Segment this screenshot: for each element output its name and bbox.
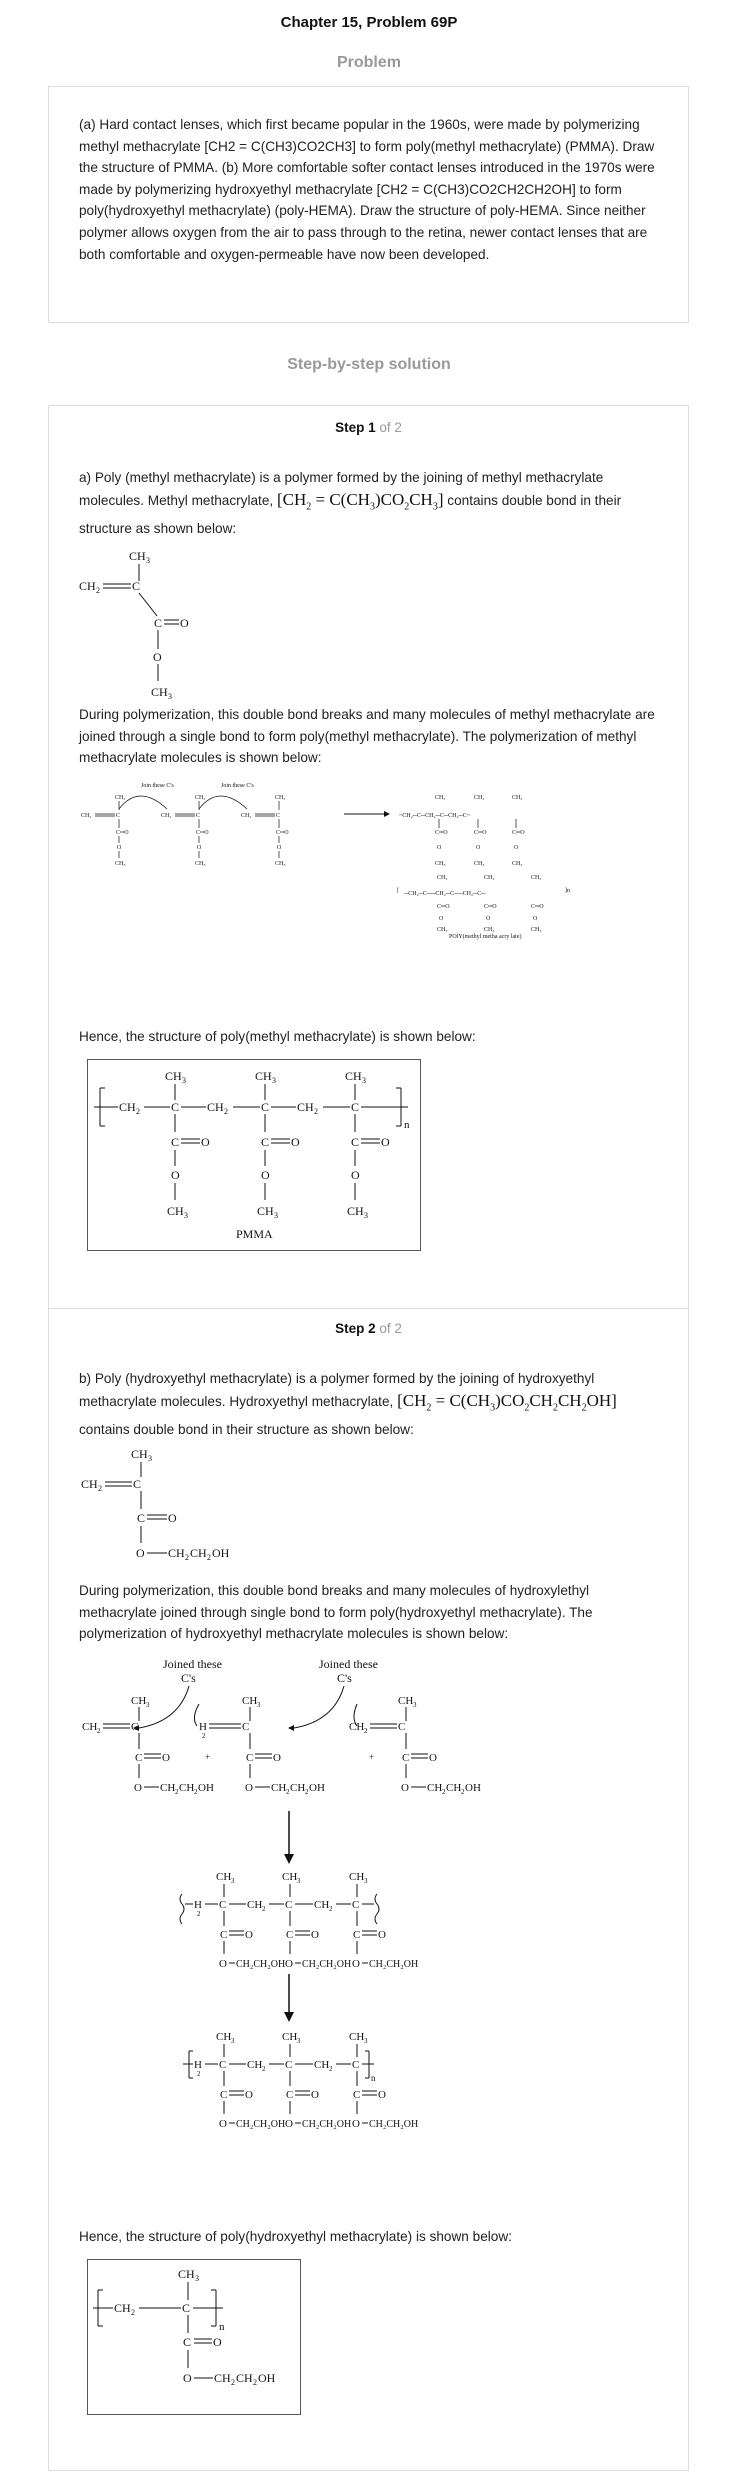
svg-text:H: H [199,1721,207,1733]
svg-text:CH₃: CH₃ [474,861,485,867]
svg-text:C: C [116,813,121,819]
svg-text:CH₂CH₂OH: CH₂CH₂OH [236,1959,286,1970]
svg-text:2: 2 [224,1107,228,1116]
svg-text:CH: CH [290,1782,306,1794]
svg-text:C: C [351,1100,360,1114]
svg-text:O: O [245,2089,253,2101]
svg-text:O: O [486,916,491,922]
svg-text:C: C [286,1929,294,1941]
problem-text: (a) Hard contact lenses, which first became popular in the 1960s, were made by polymerizing methyl methacrylate [CH2 = C(CH3)CO2CH3] to form poly(methyl methacrylate) (PMMA). Draw the structure of PMMA. (b) More comfortable softer contact lenses introduced in the 1970s were made by polymerizing hydroxyethyl methacrylate [CH2 = C(CH3)CO2CH2CH2OH] to form poly(hydroxyethyl methacrylate) (poly-HEMA). Draw the structure of poly-HEMA. Since neither polymer allows oxygen from the air to pass through to the retina, newer contact lenses that are both comfortable and oxygen-permeable have now been developed. [79,117,655,262]
svg-text:O: O [219,2118,227,2130]
svg-text:3: 3 [297,2037,301,2045]
svg-text:CH₂CH₂OH: CH₂CH₂OH [302,1959,352,1970]
svg-text:O: O [162,1752,170,1764]
svg-text:C═O: C═O [437,904,450,910]
svg-text:O: O [117,845,122,851]
joined-caption-2: Joined these [319,1657,378,1671]
svg-text:OH: OH [465,1782,481,1794]
svg-text:C: C [196,813,201,819]
svg-text:O: O [273,1752,281,1764]
svg-text:CH₂CH₂OH: CH₂CH₂OH [236,2119,286,2130]
svg-text:2: 2 [461,1788,465,1796]
svg-text:2: 2 [207,1553,211,1562]
step-2-label [49,1321,688,1336]
poly-hema-structure-box [87,2259,301,2415]
svg-text:2: 2 [329,1905,333,1913]
svg-text:2: 2 [97,1727,101,1735]
svg-text:2: 2 [175,1788,179,1796]
svg-text:2: 2 [262,2065,266,2073]
svg-text:C: C [182,2301,191,2315]
svg-text:OH: OH [258,2371,276,2385]
svg-text:CH: CH [79,579,96,593]
svg-text:O: O [261,1168,270,1182]
svg-text:2: 2 [442,1788,446,1796]
joined-caption-2b: C's [337,1671,352,1685]
svg-text:C: C [132,579,141,593]
svg-text:O: O [134,1782,142,1794]
step-2-total: of 2 [379,1321,402,1336]
svg-text:CH: CH [160,1782,176,1794]
svg-text:CH₃: CH₃ [512,861,523,867]
svg-text:2: 2 [197,1910,201,1918]
svg-text:CH: CH [282,2031,298,2043]
pmma-label: PMMA [236,1227,273,1241]
svg-text:CH: CH [242,1695,258,1707]
svg-text:C═O: C═O [512,830,525,836]
step-2-intro-text-b: contains double bond in their structure as shown below: [79,1421,414,1437]
svg-text:CH₃: CH₃ [484,875,495,881]
step-1-para3: Hence, the structure of poly(methyl methacrylate) is shown below: [79,1029,476,1044]
svg-text:C: C [353,1929,361,1941]
svg-text:3: 3 [272,1076,276,1085]
svg-text:CH: CH [82,1721,98,1733]
svg-text:CH: CH [446,1782,462,1794]
svg-text:O: O [136,1546,145,1560]
svg-text:C: C [133,1477,142,1491]
svg-text:O: O [219,1958,227,1970]
svg-text:C: C [131,1721,139,1733]
svg-text:n: n [219,2321,225,2333]
svg-text:3: 3 [146,556,150,565]
hema-polymerization-scheme [79,1656,639,2216]
svg-text:O: O [476,845,481,851]
svg-text:C: C [242,1721,250,1733]
join-caption-1: Join these C's [141,783,174,789]
svg-text:C: C [219,1899,227,1911]
svg-text:C: C [219,2059,227,2071]
svg-text:CH₂: CH₂ [81,813,92,819]
svg-text:C═O: C═O [531,904,544,910]
step-1-para2: During polymerization, this double bond breaks and many molecules of methyl methacrylate are joined through a single bond to form poly(methyl methacrylate). The polymerization of methyl methacrylate molecules is shown below: [79,707,655,766]
svg-text:~CH₂─C─CH₂─C─CH₂─C~: ~CH₂─C─CH₂─C─CH₂─C~ [399,813,471,819]
step-1-label [49,420,688,435]
svg-text:O: O [439,916,444,922]
svg-text:CH₂: CH₂ [241,813,252,819]
svg-text:CH₂CH₂OH: CH₂CH₂OH [369,1959,419,1970]
svg-text:2: 2 [136,1107,140,1116]
svg-text:CH₃: CH₃ [484,927,495,933]
svg-text:O: O [311,1929,319,1941]
step-divider [49,1308,688,1309]
svg-text:O: O [168,1511,177,1525]
svg-text:C: C [171,1135,180,1149]
svg-text:CH₃: CH₃ [512,795,523,801]
svg-text:3: 3 [231,1877,235,1885]
svg-text:C: C [351,1135,360,1149]
svg-text:C: C [285,1899,293,1911]
svg-text:O: O [291,1135,300,1149]
svg-text:O: O [378,2089,386,2101]
svg-text:CH: CH [347,1204,364,1218]
svg-text:CH: CH [151,685,168,699]
svg-text:CH: CH [349,1871,365,1883]
svg-text:2: 2 [305,1788,309,1796]
svg-text:3: 3 [362,1076,366,1085]
svg-text:C: C [276,813,281,819]
pmma-polymerization-scheme [79,781,669,941]
svg-text:2: 2 [262,1905,266,1913]
svg-text:O: O [197,845,202,851]
svg-text:CH: CH [190,1546,207,1560]
svg-text:CH: CH [427,1782,443,1794]
step-1-intro-text-b: contains double bond in their structure as shown below: [79,492,622,536]
svg-text:CH₃: CH₃ [275,795,286,801]
svg-text:C: C [352,1899,360,1911]
svg-text:C: C [171,1100,180,1114]
svg-text:2: 2 [185,1553,189,1562]
svg-text:3: 3 [257,1701,261,1709]
svg-text:CH: CH [236,2371,253,2385]
svg-text:O: O [183,2371,192,2385]
svg-text:O: O [285,2118,293,2130]
svg-text:3: 3 [364,2037,368,2045]
svg-text:CH: CH [216,1871,232,1883]
svg-text:CH: CH [114,2301,131,2315]
svg-text:]n: ]n [565,888,570,894]
hydroxyethyl-methacrylate-formula: $[CH_2 = C(CH_3)CO_2CH_2CH_2OH]$ [397,1390,617,1413]
svg-text:CH: CH [257,1204,274,1218]
svg-text:O: O [352,2118,360,2130]
svg-text:CH: CH [398,1695,414,1707]
svg-text:O: O [171,1168,180,1182]
svg-text:2: 2 [364,1727,368,1735]
svg-text:CH₃: CH₃ [437,875,448,881]
step-2-number: Step 2 [335,1321,376,1336]
svg-text:O: O [180,616,189,630]
svg-text:3: 3 [274,1211,278,1220]
solution-heading: Step-by-step solution [287,356,451,373]
svg-text:CH₂: CH₂ [161,813,172,819]
svg-text:C: C [261,1100,270,1114]
svg-text:CH: CH [349,1721,365,1733]
svg-text:3: 3 [146,1701,150,1709]
step-2-para2: During polymerization, this double bond breaks and many molecules of hydroxylethyl methacrylate joined through single bond to form poly(hydroxyethyl methacrylate). The polymerization of hydroxyethyl methacrylate molecules is shown below: [79,1583,593,1642]
svg-text:CH₃: CH₃ [474,795,485,801]
svg-text:2: 2 [202,1732,206,1740]
svg-text:CH₃: CH₃ [435,795,446,801]
poly-hema-structure [88,2260,302,2416]
svg-text:CH: CH [81,1477,98,1491]
methyl-methacrylate-structure [79,546,209,701]
svg-text:CH: CH [314,2059,330,2071]
svg-text:[: [ [397,888,399,894]
svg-text:2: 2 [197,2070,201,2078]
svg-text:3: 3 [413,1701,417,1709]
step-1-number: Step 1 [335,420,376,435]
svg-text:3: 3 [168,692,172,701]
svg-text:O: O [378,1929,386,1941]
svg-text:C═O: C═O [484,904,497,910]
step-1-total: of 2 [379,420,402,435]
svg-text:2: 2 [253,2378,257,2387]
joined-caption-1b: C's [181,1671,196,1685]
svg-text:CH: CH [345,1069,362,1083]
svg-text:CH₃: CH₃ [195,795,206,801]
svg-text:O: O [533,916,538,922]
step-1-intro [79,467,669,539]
svg-text:H: H [194,1899,202,1911]
step-2-intro [79,1368,669,1440]
step-1-intro-text-a: a) Poly (methyl methacrylate) is a polymer formed by the joining of methyl methacrylate molecules. Methyl methacrylate, [79,470,604,508]
svg-text:CH₃: CH₃ [437,927,448,933]
svg-text:+: + [205,1752,211,1762]
svg-text:C: C [402,1752,410,1764]
svg-text:OH: OH [198,1782,214,1794]
svg-text:O: O [245,1782,253,1794]
svg-text:CH: CH [247,2059,263,2071]
svg-text:CH: CH [349,2031,365,2043]
svg-text:C: C [353,2089,361,2101]
svg-text:C: C [285,2059,293,2071]
page-title: Chapter 15, Problem 69P [280,14,458,31]
svg-text:CH: CH [131,1695,147,1707]
svg-text:3: 3 [364,1211,368,1220]
svg-text:CH: CH [297,1100,314,1114]
svg-text:C: C [154,616,163,630]
svg-text:CH: CH [131,1447,148,1461]
svg-text:C═O: C═O [474,830,487,836]
svg-text:CH₃: CH₃ [531,927,542,933]
svg-text:CH: CH [214,2371,231,2385]
joined-caption-1: Joined these [163,1657,222,1671]
svg-text:C═O: C═O [435,830,448,836]
svg-text:O: O [285,1958,293,1970]
svg-text:O: O [153,650,162,664]
svg-text:CH₂CH₂OH: CH₂CH₂OH [369,2119,419,2130]
svg-text:2: 2 [131,2308,135,2317]
svg-text:OH: OH [212,1546,230,1560]
svg-text:O: O [437,845,442,851]
svg-text:CH₃: CH₃ [195,861,206,867]
svg-text:OH: OH [309,1782,325,1794]
svg-text:C: C [220,2089,228,2101]
svg-text:O: O [401,1782,409,1794]
svg-text:CH: CH [247,1899,263,1911]
svg-text:O: O [351,1168,360,1182]
pmma-structure-box [87,1059,421,1251]
svg-text:CH: CH [178,2267,195,2281]
poly-caption: POlY(methyl metha acry late) [449,934,522,940]
svg-text:C═O: C═O [196,830,209,836]
svg-text:3: 3 [364,1877,368,1885]
svg-text:3: 3 [195,2274,199,2283]
svg-text:CH: CH [282,1871,298,1883]
svg-text:CH₃: CH₃ [275,861,286,867]
svg-text:2: 2 [329,2065,333,2073]
svg-text:CH: CH [129,549,146,563]
svg-text:O: O [277,845,282,851]
svg-text:C: C [135,1752,143,1764]
svg-text:C: C [183,2335,192,2349]
svg-text:C: C [220,1929,228,1941]
svg-text:C: C [137,1511,146,1525]
join-caption-2: Join these C's [221,783,254,789]
svg-text:CH: CH [216,2031,232,2043]
svg-text:C═O: C═O [276,830,289,836]
svg-text:C: C [261,1135,270,1149]
problem-heading: Problem [336,54,401,71]
svg-text:CH: CH [255,1069,272,1083]
svg-text:3: 3 [231,2037,235,2045]
svg-text:O: O [429,1752,437,1764]
step-2-intro-text-a: b) Poly (hydroxyethyl methacrylate) is a polymer formed by the joining of hydroxyethyl methacrylate molecules. Hydroxyethyl methacrylate, [79,1371,595,1409]
svg-text:O: O [245,1929,253,1941]
svg-text:C: C [286,2089,294,2101]
svg-text:O: O [352,1958,360,1970]
svg-text:CH₃: CH₃ [531,875,542,881]
svg-text:2: 2 [96,586,100,595]
svg-text:O: O [381,1135,390,1149]
svg-text:CH: CH [179,1782,195,1794]
svg-text:CH: CH [168,1546,185,1560]
svg-text:2: 2 [194,1788,198,1796]
svg-text:2: 2 [314,1107,318,1116]
svg-text:C═O: C═O [116,830,129,836]
svg-text:2: 2 [98,1484,102,1493]
problem-panel [48,86,689,323]
svg-text:n: n [371,2073,376,2083]
svg-text:2: 2 [286,1788,290,1796]
svg-text:CH: CH [271,1782,287,1794]
svg-text:CH₃: CH₃ [115,795,126,801]
svg-text:CH: CH [167,1204,184,1218]
svg-text:CH: CH [119,1100,136,1114]
hema-structure [79,1444,279,1574]
step-2-para3: Hence, the structure of poly(hydroxyethyl methacrylate) is shown below: [79,2229,512,2244]
pmma-structure [88,1060,422,1252]
svg-text:O: O [514,845,519,851]
svg-text:CH₃: CH₃ [435,861,446,867]
svg-text:n: n [404,1119,410,1131]
svg-text:CH₂CH₂OH: CH₂CH₂OH [302,2119,352,2130]
svg-text:2: 2 [231,2378,235,2387]
svg-text:3: 3 [148,1454,152,1463]
methyl-methacrylate-formula: $[CH_2 = C(CH_3)CO_2CH_3]$ [276,489,444,512]
svg-text:C: C [352,2059,360,2071]
svg-text:─CH₂─C──CH₂─C──CH₂─C─: ─CH₂─C──CH₂─C──CH₂─C─ [404,891,486,897]
svg-text:H: H [194,2059,202,2071]
svg-text:CH: CH [207,1100,224,1114]
svg-text:3: 3 [184,1211,188,1220]
svg-text:O: O [201,1135,210,1149]
svg-text:CH: CH [314,1899,330,1911]
svg-text:3: 3 [297,1877,301,1885]
svg-text:3: 3 [182,1076,186,1085]
svg-text:O: O [213,2335,222,2349]
svg-text:C: C [246,1752,254,1764]
solution-panel [48,405,689,2471]
svg-text:C: C [398,1721,406,1733]
svg-text:+: + [369,1752,375,1762]
svg-text:CH₃: CH₃ [115,861,126,867]
svg-text:O: O [311,2089,319,2101]
svg-text:CH: CH [165,1069,182,1083]
